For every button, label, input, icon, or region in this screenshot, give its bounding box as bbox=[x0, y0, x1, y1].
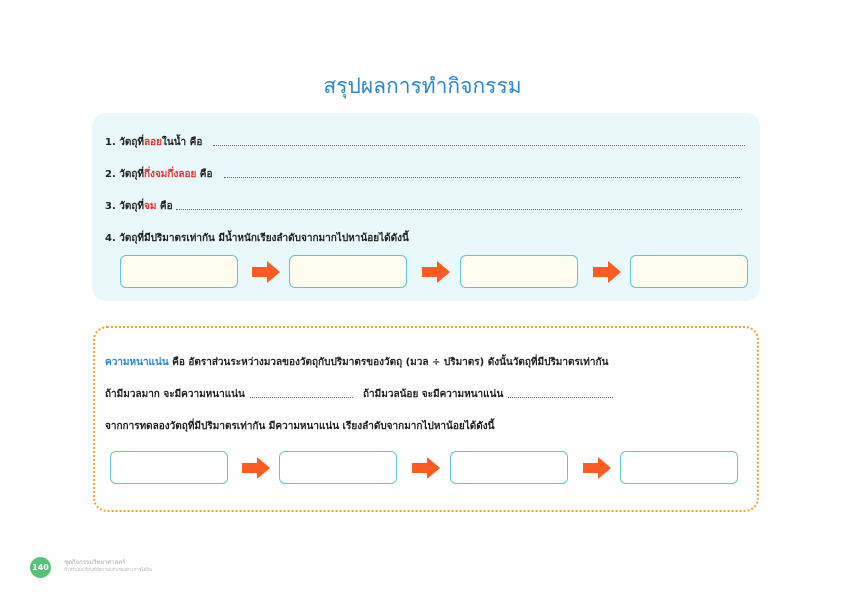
density-order-instruction: จากการทดลองวัตถุที่มีปริมาตรเท่ากัน มีความหนาแน่น เรียงลำดับจากมากไปหาน้อยได้ดังนี้ bbox=[105, 421, 495, 432]
question-1: 1. วัตถุที่ลอยในน้ำ คือ bbox=[105, 137, 203, 148]
question-4: 4. วัตถุที่มีปริมาตรเท่ากัน มีน้ำหนักเรียงลำดับจากมากไปหาน้อยได้ดังนี้ bbox=[105, 233, 409, 244]
page-number-badge: 140 bbox=[30, 557, 51, 578]
density-low-mass-label: ถ้ามีมวลน้อย จะมีความหนาแน่น bbox=[363, 389, 504, 400]
answer-line-3[interactable] bbox=[176, 209, 742, 210]
density-high-mass-label: ถ้ามีมวลมาก จะมีความหนาแน่น bbox=[105, 389, 245, 400]
weight-order-box-2[interactable] bbox=[289, 255, 407, 288]
footer-book-title: ชุดกิจกรรมวิทยาศาสตร์ bbox=[64, 559, 126, 566]
density-definition: ความหนาแน่น คือ อัตราส่วนระหว่างมวลของวัตถุกับปริมาตรของวัตถุ (มวล ÷ ปริมาตร) ดังนั้นวัตถุที่มีปริมาตรเท่ากัน bbox=[105, 357, 609, 368]
page-title: สรุปผลการทำกิจกรรม bbox=[323, 74, 522, 98]
right-arrow-icon bbox=[412, 457, 440, 479]
weight-order-box-3[interactable] bbox=[460, 255, 578, 288]
density-order-box-4[interactable] bbox=[620, 451, 738, 484]
highlight-float: ลอย bbox=[144, 137, 162, 148]
right-arrow-icon bbox=[593, 261, 621, 283]
highlight-semi-float: กึ่งจมกึ่งลอย bbox=[144, 169, 197, 180]
answer-line-2[interactable] bbox=[224, 177, 740, 178]
right-arrow-icon bbox=[242, 457, 270, 479]
answer-line-1[interactable] bbox=[213, 145, 745, 146]
density-answer-2[interactable] bbox=[508, 397, 613, 398]
density-order-box-3[interactable] bbox=[450, 451, 568, 484]
footer-subtitle: สำหรับนักเรียนที่มีความบกพร่องทางการได้ยิน bbox=[64, 568, 153, 573]
weight-order-box-4[interactable] bbox=[630, 255, 748, 288]
question-3: 3. วัตถุที่จม คือ bbox=[105, 201, 173, 212]
right-arrow-icon bbox=[583, 457, 611, 479]
weight-order-box-1[interactable] bbox=[120, 255, 238, 288]
density-order-box-2[interactable] bbox=[279, 451, 397, 484]
right-arrow-icon bbox=[422, 261, 450, 283]
density-order-box-1[interactable] bbox=[110, 451, 228, 484]
right-arrow-icon bbox=[252, 261, 280, 283]
question-2: 2. วัตถุที่กึ่งจมกึ่งลอย คือ bbox=[105, 169, 213, 180]
density-term: ความหนาแน่น bbox=[105, 357, 169, 368]
density-answer-1[interactable] bbox=[250, 397, 353, 398]
highlight-sink: จม bbox=[144, 201, 157, 212]
